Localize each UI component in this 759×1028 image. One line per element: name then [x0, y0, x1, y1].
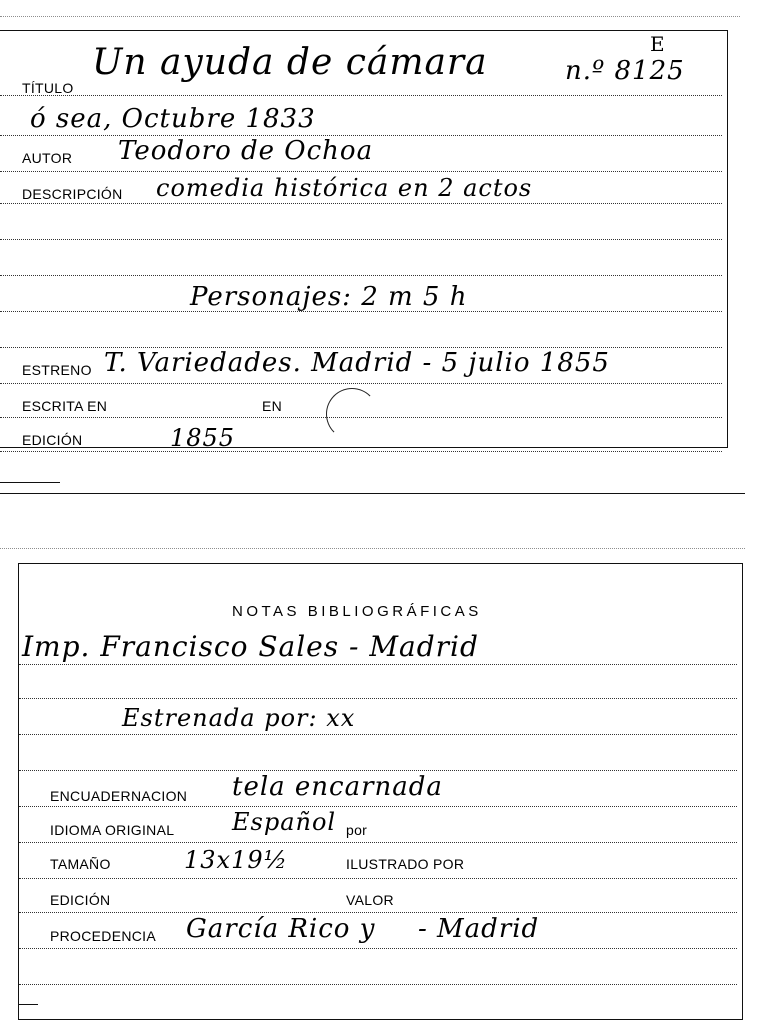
rule [19, 770, 737, 771]
rule [19, 734, 737, 735]
rule [0, 383, 722, 384]
tamano-value: 13x19½ [184, 846, 288, 874]
rule [19, 984, 737, 985]
rule [19, 948, 737, 949]
rule [0, 451, 722, 452]
descripcion-label: DESCRIPCIÓN [22, 186, 123, 202]
card-number-superscript: E [650, 32, 666, 56]
rule [0, 275, 722, 276]
autor-label: AUTOR [22, 150, 73, 166]
scan-edge-mark [0, 482, 60, 483]
procedencia-value: García Rico y [186, 914, 376, 944]
titulo-continuation: ó sea, Octubre 1833 [30, 104, 316, 134]
imprenta-value: Imp. Francisco Sales - Madrid [22, 630, 479, 663]
rule [19, 698, 737, 699]
autor-value: Teodoro de Ochoa [118, 136, 374, 166]
edicion-label-front: EDICIÓN [22, 432, 83, 448]
notas-heading: NOTAS BIBLIOGRÁFICAS [232, 603, 482, 620]
scan-noise-middle [0, 548, 745, 555]
procedencia-label: PROCEDENCIA [50, 928, 156, 944]
idioma-label: IDIOMA ORIGINAL [50, 822, 175, 838]
personajes-value: Personajes: 2 m 5 h [190, 282, 468, 312]
card-separator [0, 493, 745, 494]
rule [19, 806, 737, 807]
escrita-en-label: ESCRITA EN [22, 398, 108, 414]
estreno-label: ESTRENO [22, 362, 92, 378]
descripcion-value: comedia histórica en 2 actos [156, 174, 533, 202]
encuadernacion-value: tela encarnada [232, 772, 443, 802]
rule [0, 171, 722, 172]
card-number: n.º 8125 [565, 56, 685, 86]
scan-edge-mark [18, 1004, 38, 1005]
rule [0, 239, 722, 240]
scan-noise-top [0, 16, 740, 23]
rule [0, 95, 722, 96]
stamp-mark [326, 388, 378, 440]
idioma-value: Español [232, 808, 337, 836]
estrenada-value: Estrenada por: xx [122, 704, 356, 732]
edicion-label-back: EDICIÓN [50, 892, 111, 908]
procedencia-value-city: - Madrid [418, 914, 540, 944]
estreno-value: T. Variedades. Madrid - 5 julio 1855 [104, 348, 610, 378]
rule [19, 664, 737, 665]
rule [0, 203, 722, 204]
ilustrado-label: ILUSTRADO POR [346, 856, 465, 872]
titulo-label: TÍTULO [22, 80, 74, 96]
tamano-label: TAMAÑO [50, 856, 111, 872]
rule [19, 878, 737, 879]
en-label: EN [262, 398, 283, 414]
rule [19, 842, 737, 843]
rule [19, 912, 737, 913]
edicion-value-front: 1855 [170, 424, 236, 452]
valor-label: VALOR [346, 892, 394, 908]
titulo-value: Un ayuda de cámara [92, 42, 488, 83]
catalog-card-front [0, 30, 728, 448]
encuadernacion-label: ENCUADERNACION [50, 788, 188, 804]
por-label: por [346, 822, 368, 838]
